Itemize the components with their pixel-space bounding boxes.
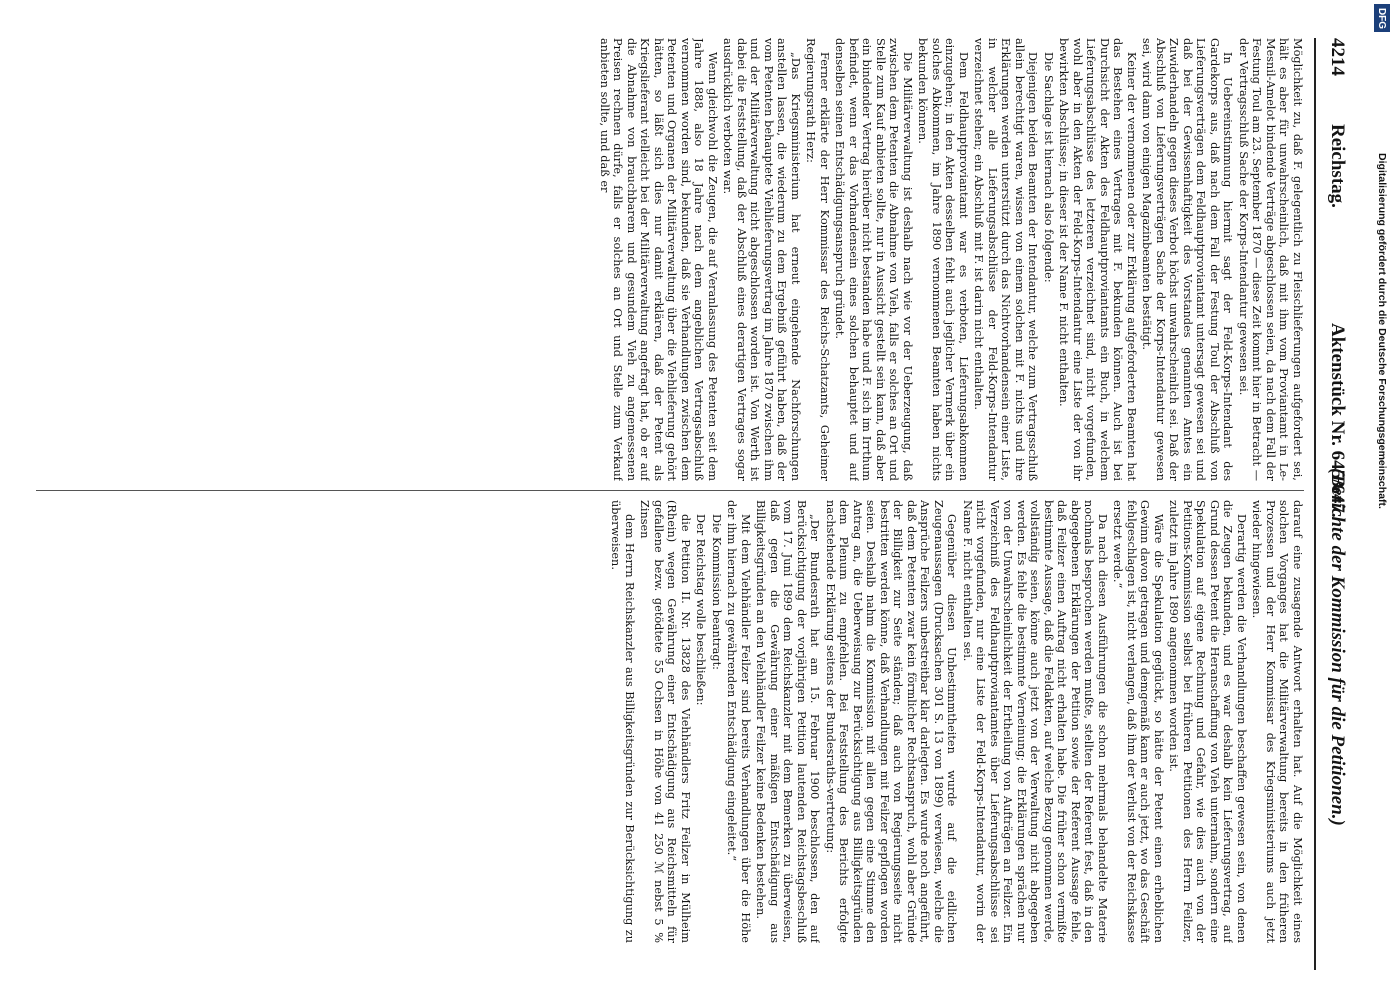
- page-number: 4214: [1327, 38, 1348, 76]
- paragraph: Ferner erklärte der Herr Kommissar des Reichs-Schatzamts, Geheimer Regierungsrath Herz:: [804, 38, 831, 481]
- left-column: [36, 38, 1304, 481]
- paragraph: In Uebereinstimmung hiermit sagt der Feld-Korps-Intendant des Gardekorps aus, daß nach dem Fall der Festung Toul der Abschluß von Lieferungsverträgen dem Feldhauptproviantamt untersagt gewesen sei und daß bei der Gewissenhaftigkeit des Vorstandes genannten Amtes ein Zuwiderhandeln gegen dieses Verbot höchst unwahrscheinlich sei. Daß der Abschluß von Lieferungsverträgen Sache der Korps-Intendantur gewesen sei, wird dann von einigen Magazinbeamten bestätigt.: [1140, 38, 1235, 481]
- paragraph: Diejenigen beiden Beamten der Intendantur, welche zum Vertragsschluß allein berechtigt waren, wissen von einem solchen mit F. nichts und ihre Erklärungen werden unterstützt durch das Nichtvorhandensein einer Liste, in welcher alle Lieferungsabschlüsse der Feld-Korps-Intendantur verzeichnet stehen; ein Abschluß mit F. ist darin nicht enthalten.: [972, 38, 1040, 481]
- paragraph: die Petition II. Nr. 13828 des Viehhändlers Fritz Feilzer in Mülheim (Rhein) wegen Gewährung einer Entschädigung aus Reichsmitteln für gefallene bezw. getödtete 55 Ochsen in Höhe von 41 250 ℳ nebst 5 % Zinsen: [638, 500, 692, 943]
- paragraph: Wenn gleichwohl die Zeugen, die auf Veranlassung des Petenten seit dem Jahre 1888, also 18 Jahre nach dem angeblichen Vertragsabschluß vernommen worden sind, bekunden, daß sie Verhandlungen zwischen dem Petenten und Organen der Militärverwaltung über die Viehlieferung gehört hätten, so läßt sich dies nur damit erklären, daß der Petent als Kriegslieferant vielleicht bei der Militärverwaltung angefragt hat, ob er auf die Abnahme von brauchbarem und gesundem Vieh zu angemessenen Preisen rechnen dürfe, falls er solches an Ort und Stelle zum Verkauf anbieten sollte, und daß er: [598, 38, 719, 481]
- paragraph: Dem Feldhauptproviantamt war es verboten, Lieferungsabkommen einzugehen; in den Akten desselben fehlt auch jeglicher Vermerk über ein solches Abkommen, im Jahre 1890 vernommenen Beamten haben nichts bekunden können.: [916, 38, 970, 481]
- page-header: [1318, 38, 1352, 970]
- paragraph: darauf eine zusagende Antwort erhalten hat. Auf die Möglichkeit eines solchen Vorganges hat die Militärverwaltung bereits in den früheren Prozessen und der Herr Kommissar des Kriegsministeriums auch jetzt wieder hingewiesen.: [1250, 500, 1304, 943]
- paragraph: Keiner der vernommenen oder zur Erklärung aufgeforderten Beamten hat das Bestehen eines Vertrages mit F. bekunden können. Auch ist bei Durchsicht der Akten des Feldhauptproviantamts ein Buch, in welchem Lieferungsabschlüsse des letzteren verzeichnet sind, nicht vorgefunden, wohl aber in den Akten der Feld-Korps-Intendantur eine Liste der von ihr bewirkten Abschlüsse; in dieser ist der Name F. nicht enthalten.: [1057, 38, 1138, 481]
- paragraph: Wäre die Spekulation geglückt, so hätte der Petent einen erheblichen Gewinn davon getragen und demgemäß kann er auch jetzt, wo das Geschäft fehlgeschlagen ist, nicht verlangen, daß ihm der Verlust von der Reichskasse ersetzt werde.“: [1111, 500, 1165, 943]
- dfg-logo-text: DFG: [1376, 7, 1388, 29]
- paragraph: Derartig werden die Verhandlungen beschaffen gewesen sein, von denen die Zeugen bekunden, und es war deshalb kein Lieferungsvertrag, auf Grund dessen Petent die Heranschaffung von Vieh unternahm, sondern eine Spekulation auf eigene Rechnung und Gefahr, wie dies auch von der Petitions-Kommission selbst bei früheren Petitionen des Herrn Feilzer, zuletzt im Jahre 1890 angenommen worden ist.: [1167, 500, 1248, 943]
- digitization-credit: [1373, 4, 1391, 996]
- paragraph: dem Herrn Reichskanzler aus Billigkeitsgründen zur Berücksichtigung zu überweisen.: [609, 500, 636, 943]
- paragraph: Gegenüber diesen Unbestimmtheiten wurde auf die eidlichen Zeugenaussagen (Drucksachen 301 S. 13 von 1899) verwiesen, welche die Ansprüche Feilzers unbestreitbar klar darlegten. Es wurde noch angeführt, daß dem Petenten zwar kein förmlicher Rechtsanspruch, wohl aber Gründe der Billigkeit zur Seite ständen; daß auch von Regierungsseite nicht bestritten werden könne, daß Verhandlungen mit Feilzer gepflogen worden seien. Deshalb nahm die Kommission mit allen gegen eine Stimme den Antrag an, die Ueberweisung zur Berücksichtigung aus Billigkeitsgründen dem Plenum zu empfehlen. Bei Feststellung des Berichts erfolgte nachstehende Erklärung seitens der Bundesraths-vertretung:: [824, 500, 959, 943]
- credit-text: Digitalisierung gefördert durch die Deutsche Forschungsgemeinschaft.: [1376, 153, 1388, 509]
- right-column: [36, 500, 1304, 943]
- paragraph: „Das Kriegsministerium hat erneut eingehende Nachforschungen anstellen lassen, die wiederum zu dem Ergebniß geführt haben, daß der vom Petenten behauptete Viehlieferungsvertrag im Jahre 1870 zwischen ihm und der Militärverwaltung nicht abgeschlossen worden ist. Von Werth ist dabei die Feststellung, daß der Abschluß eines derartigen Vertrages sogar ausdrücklich verboten war.: [721, 38, 802, 481]
- section-title: (Berichte der Kommission für die Petitionen.): [1327, 468, 1348, 826]
- paragraph: Die Militärverwaltung ist deshalb nach wie vor der Ueberzeugung, daß zwischen dem Petenten die Abnahme von Vieh, falls er solches an Ort und Stelle zum Kauf anbieten sollte, nur in Aussicht gestellt sein kann, daß aber ein bindender Vertrag hierüber nicht bestanden habe und F. sich im Irrthum befindet, wenn er das Vorhandensein eines solchen behauptet und auf denselben seinen Entschädigungsanspruch gründet.: [833, 38, 914, 481]
- paragraph: Der Reichstag wolle beschließen:: [694, 514, 708, 706]
- paragraph: Die Kommission beantragt:: [710, 514, 723, 670]
- paragraph: „Der Bundesrath hat am 15. Februar 1900 beschlossen, den auf Berücksichtigung der vorjährigen Petition lautenden Reichstagsbeschluß vom 17. Juni 1899 dem Reichskanzler mit dem Bemerken zu überweisen, daß gegen die Gewährung einer mäßigen Entschädigung aus Billigkeitsgründen an den Viehhändler Feilzer keine Bedenken bestehen.: [754, 500, 822, 943]
- paragraph: Mit dem Viehhändler Feilzer sind bereits Verhandlungen über die Höhe der ihm hiernach zu gewährenden Entschädigung eingeleitet.“: [725, 500, 752, 943]
- paragraph: Möglichkeit zu, daß F. gelegentlich zu Fleischlieferungen aufgefordert sei, hält es aber für unwahrscheinlich, daß mit ihm vom Proviantamt in Le-Mesnil-Amelot bindende Verträge abgeschlossen seien, da nach dem Fall der Festung Toul am 23. September 1870 — diese Zeit kommt hier in Betracht — der Vertragsschluß Sache der Korps-Intendantur gewesen sei.: [1237, 38, 1304, 481]
- header-rule: [1314, 38, 1316, 970]
- dfg-logo: [1374, 4, 1390, 32]
- paragraph: Da nach diesen Ausführungen die schon mehrmals behandelte Materie nochmals besprochen werden mußte, stellten der Referent fest, daß in den abgegebenen Erklärungen der Petition sowie der Referent Aussage fehle, daß Feilzer einen Auftrag nicht erhalten habe. Die früher schon vermißte bestimmte Aussage, daß die Feldakten, auf welche Bezug genommen werde, vollständig seien, könne auch jetzt von der Verwaltung nicht abgegeben werden. Es fehle die bestimmte Verneinung; die Erklärungen sprächen nur von der Unwahrscheinlichkeit der Ertheilung von Aufträgen an Feilzer. Ein Verzeichniß des Feldhauptproviantamtes über Lieferungsabschlüsse sei nicht vorgefunden, nur eine Liste der Feld-Korps-Intendantur, worin der Name F. nicht enthalten sei.: [961, 500, 1109, 943]
- column-divider: [36, 490, 1304, 491]
- paragraph: Die Sachlage ist hiernach also folgende:: [1042, 52, 1055, 283]
- document-number: Aktenstück Nr. 645/647.: [1327, 323, 1348, 518]
- header-title: Reichstag.: [1327, 124, 1348, 208]
